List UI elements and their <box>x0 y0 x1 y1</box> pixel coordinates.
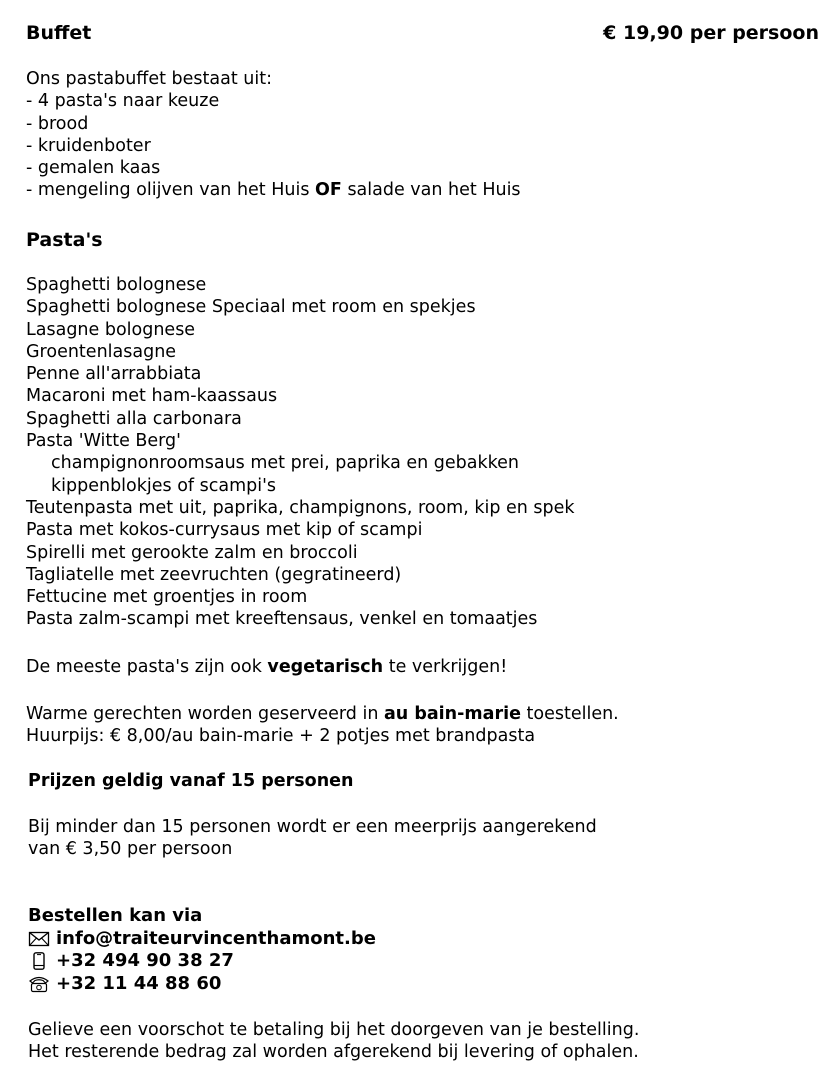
envelope-icon <box>28 930 50 948</box>
buffet-contents <box>26 68 521 202</box>
phone-number[interactable]: +32 11 44 88 60 <box>56 972 222 994</box>
list-item: Spaghetti alla carbonara <box>26 408 242 429</box>
deposit-note-1: Gelieve een voorschot te betaling bij het doorgeven van je bestelling. <box>28 1020 640 1040</box>
vegetarian-note: De meeste pasta's zijn ook vegetarisch te verkrijgen! <box>26 657 508 677</box>
list-item: Penne all'arrabbiata <box>26 364 202 385</box>
surcharge-line-2: van € 3,50 per persoon <box>28 839 233 859</box>
rental-price: Huurpijs: € 8,00/au bain-marie + 2 potjes met brandpasta <box>26 726 536 746</box>
pastas-title: Pasta's <box>26 229 103 251</box>
list-item: - mengeling olijven van het Huis OF salade van het Huis <box>26 180 521 201</box>
phone-row <box>28 973 376 996</box>
pasta-list <box>26 274 575 631</box>
mobile-number[interactable]: +32 494 90 38 27 <box>56 950 234 971</box>
telephone-icon <box>28 975 50 993</box>
list-item-description: champignonroomsaus met prei, paprika en gebakken <box>51 453 519 474</box>
surcharge-line-1: Bij minder dan 15 personen wordt er een meerprijs aangerekend <box>28 817 597 837</box>
mobile-phone-icon <box>28 952 50 970</box>
buffet-intro: Ons pastabuffet bestaat uit: <box>26 69 272 89</box>
list-item-description: kippenblokjes of scampi's <box>51 475 277 496</box>
list-item: Macaroni met ham-kaassaus <box>26 386 278 407</box>
list-item: Groentenlasagne <box>26 341 177 362</box>
list-item: Tagliatelle met zeevruchten (gegratineerd) <box>26 564 402 585</box>
list-item: Spirelli met gerookte zalm en broccoli <box>26 542 358 563</box>
list-item: Fettucine met groentjes in room <box>26 587 308 608</box>
list-item: Pasta 'Witte Berg' <box>26 431 181 452</box>
list-item: Teutenpasta met uit, paprika, champignons, room, kip en spek <box>26 497 575 518</box>
list-item: Pasta met kokos-currysaus met kip of scampi <box>26 520 423 541</box>
list-item: - gemalen kaas <box>26 158 161 179</box>
order-section <box>28 905 376 995</box>
list-item: - kruidenboter <box>26 135 151 156</box>
list-item: - brood <box>26 113 89 134</box>
mobile-row <box>28 950 376 973</box>
email-address[interactable]: info@traiteurvincenthamont.be <box>56 927 376 949</box>
list-item: Pasta zalm-scampi met kreeftensaus, venkel en tomaatjes <box>26 609 538 630</box>
prices-title: Prijzen geldig vanaf 15 personen <box>28 771 354 791</box>
list-item: - 4 pasta's naar keuze <box>26 91 220 112</box>
buffet-price: € 19,90 per persoon <box>603 22 819 44</box>
email-row <box>28 928 376 951</box>
list-item: Spaghetti bolognese <box>26 275 207 295</box>
order-title: Bestellen kan via <box>28 905 203 926</box>
warm-dishes-note: Warme gerechten worden geserveerd in au bain-marie toestellen. <box>26 704 619 724</box>
list-item: Lasagne bolognese <box>26 319 196 340</box>
deposit-note-2: Het resterende bedrag zal worden afgerekend bij levering of ophalen. <box>28 1042 639 1062</box>
buffet-title: Buffet <box>26 22 92 44</box>
list-item: Spaghetti bolognese Speciaal met room en spekjes <box>26 297 476 318</box>
